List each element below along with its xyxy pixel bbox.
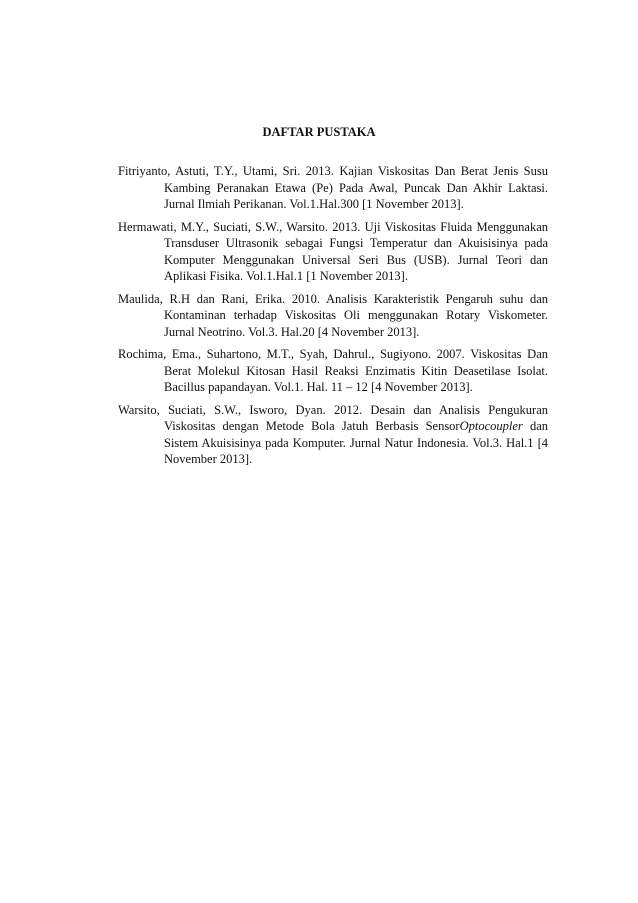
reference-item-rochima: Rochima, Ema., Suhartono, M.T., Syah, Dahrul., Sugiyono. 2007. Viskositas Dan Berat Molekul Kitosan Hasil Reaksi Enzimatis Kitin Deasetilase Isolat. Bacillus papandayan. Vol.1. Hal. 11 – 12 [4 November 2013]. (118, 347, 548, 394)
reference-text-after: dan Sistem Akuisisinya pada Komputer. Jurnal Natur Indonesia. Vol.3. Hal.1 [4 November 2013]. (164, 419, 548, 466)
reference-text-before: Warsito, Suciati, S.W., Isworo, Dyan. 2012. Desain dan Analisis Pengukuran Viskositas dengan Metode Bola Jatuh Berbasis Sensor (118, 402, 548, 433)
reference-italic-term: Optocoupler (459, 419, 523, 433)
reference-item-hermawati: Hermawati, M.Y., Suciati, S.W., Warsito. 2013. Uji Viskositas Fluida Menggunakan Transduser Ultrasonik sebagai Fungsi Temperatur dan Akuisisinya pada Komputer Menggunakan Universal Seri Bus (USB). Jurnal Teori dan Aplikasi Fisika. Vol.1.Hal.1 [1 November 2013]. (118, 219, 548, 283)
page-title: DAFTAR PUSTAKA (262, 125, 376, 139)
reference-item-fitriyanto: Fitriyanto, Astuti, T.Y., Utami, Sri. 2013. Kajian Viskositas Dan Berat Jenis Susu Kambing Peranakan Etawa (Pe) Pada Awal, Puncak Dan Akhir Laktasi. Jurnal Ilmiah Perikanan. Vol.1.Hal.300 [1 November 2013]. (118, 164, 548, 211)
reference-item-maulida: Maulida, R.H dan Rani, Erika. 2010. Analisis Karakteristik Pengaruh suhu dan Kontaminan terhadap Viskositas Oli menggunakan Rotary Viskometer. Jurnal Neotrino. Vol.3. Hal.20 [4 November 2013]. (118, 291, 548, 339)
reference-item-warsito (118, 402, 548, 468)
reference-list (118, 163, 548, 474)
